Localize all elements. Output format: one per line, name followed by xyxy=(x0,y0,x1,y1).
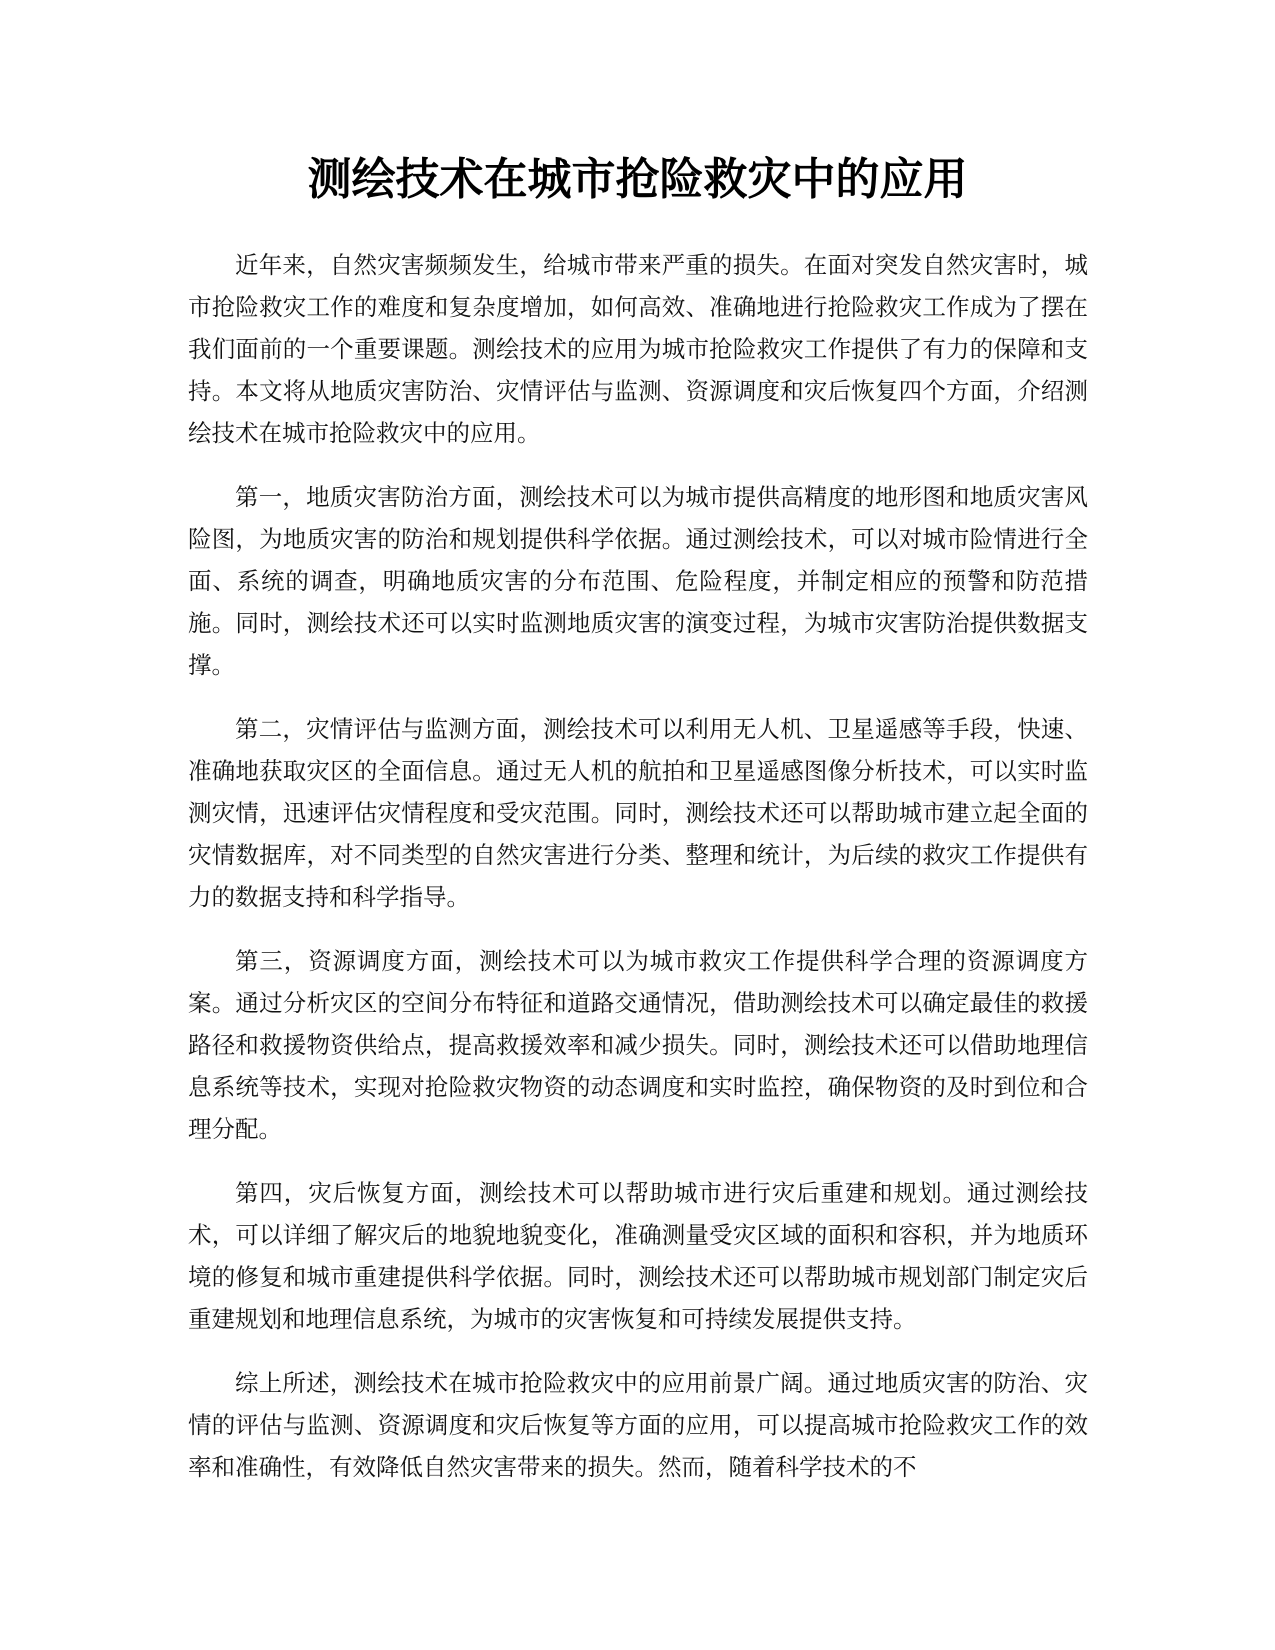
paragraph-intro: 近年来，自然灾害频频发生，给城市带来严重的损失。在面对突发自然灾害时，城市抢险救灾工作的难度和复杂度增加，如何高效、准确地进行抢险救灾工作成为了摆在我们面前的一个重要课题。测绘技术的应用为城市抢险救灾工作提供了有力的保障和支持。本文将从地质灾害防治、灾情评估与监测、资源调度和灾后恢复四个方面，介绍测绘技术在城市抢险救灾中的应用。 xyxy=(188,251,1088,447)
document-title: 测绘技术在城市抢险救灾中的应用 xyxy=(307,154,968,205)
paragraph-conclusion: 综上所述，测绘技术在城市抢险救灾中的应用前景广阔。通过地质灾害的防治、灾情的评估与监测、资源调度和灾后恢复等方面的应用，可以提高城市抢险救灾工作的效率和准确性，有效降低自然灾害带来的损失。然而，随着科学技术的不 xyxy=(188,1369,1088,1481)
paragraph-post-disaster-recovery: 第四，灾后恢复方面，测绘技术可以帮助城市进行灾后重建和规划。通过测绘技术，可以详细了解灾后的地貌地貌变化，准确测量受灾区域的面积和容积，并为地质环境的修复和城市重建提供科学依据。同时，测绘技术还可以帮助城市规划部门制定灾后重建规划和地理信息系统，为城市的灾害恢复和可持续发展提供支持。 xyxy=(188,1179,1088,1333)
paragraph-geological-hazard: 第一，地质灾害防治方面，测绘技术可以为城市提供高精度的地形图和地质灾害风险图，为地质灾害的防治和规划提供科学依据。通过测绘技术，可以对城市险情进行全面、系统的调查，明确地质灾害的分布范围、危险程度，并制定相应的预警和防范措施。同时，测绘技术还可以实时监测地质灾害的演变过程，为城市灾害防治提供数据支撑。 xyxy=(188,483,1088,679)
paragraph-resource-dispatch: 第三，资源调度方面，测绘技术可以为城市救灾工作提供科学合理的资源调度方案。通过分析灾区的空间分布特征和道路交通情况，借助测绘技术可以确定最佳的救援路径和救援物资供给点，提高救援效率和减少损失。同时，测绘技术还可以借助地理信息系统等技术，实现对抢险救灾物资的动态调度和实时监控，确保物资的及时到位和合理分配。 xyxy=(188,947,1088,1143)
paragraph-disaster-assessment: 第二，灾情评估与监测方面，测绘技术可以利用无人机、卫星遥感等手段，快速、准确地获取灾区的全面信息。通过无人机的航拍和卫星遥感图像分析技术，可以实时监测灾情，迅速评估灾情程度和受灾范围。同时，测绘技术还可以帮助城市建立起全面的灾情数据库，对不同类型的自然灾害进行分类、整理和统计，为后续的救灾工作提供有力的数据支持和科学指导。 xyxy=(188,715,1088,911)
document-body xyxy=(188,244,1088,1510)
